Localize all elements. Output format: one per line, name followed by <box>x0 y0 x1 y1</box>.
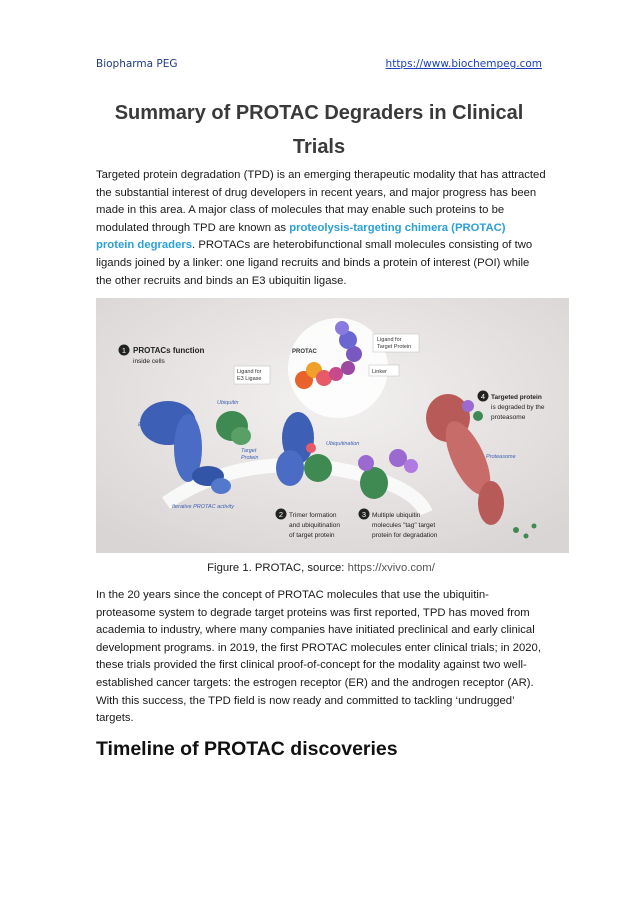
target-protein-sublabel: Protein <box>241 455 259 461</box>
protac-highlight-link[interactable]: proteolysis-targeting chimera (PROTAC) protein degraders <box>96 221 506 252</box>
step4-sublabel: is degraded by the <box>491 404 545 411</box>
intro-text-end: . PROTACs are heterobifunctional small molecules consisting of two ligands joined by a linker: one ligand recruits and binds a protein of interest (POI) while the other recruits and binds an E3 ubiquitin ligase. <box>96 239 533 287</box>
step1-number: 1 <box>121 346 127 355</box>
step3-number: 3 <box>361 510 367 519</box>
step2-number: 2 <box>278 510 284 519</box>
header-brand: Biopharma PEG <box>96 58 178 70</box>
step3-label: Multiple ubiquitin <box>372 512 421 519</box>
step1-label: PROTACs function <box>133 346 205 355</box>
step2-label: Trimer formation <box>289 512 337 519</box>
ligand-target-label: Ligand for <box>377 337 402 343</box>
ubiquitination-label: Ubiquitination <box>326 441 360 447</box>
ubiquitin-label: Ubiquitin <box>217 400 239 406</box>
page-title: Summary of PROTAC Degraders in Clinical Trials <box>114 102 524 158</box>
caption-source-link[interactable]: https://xvivo.com/ <box>347 562 435 574</box>
iterative-activity-label: Iterative PROTAC activity <box>172 504 234 510</box>
section-heading: Timeline of PROTAC discoveries <box>96 738 398 760</box>
step2-sublabel-2: of target protein <box>289 532 335 539</box>
page-header <box>96 58 542 74</box>
e3-ligase-label: E3 Ligase <box>138 422 163 428</box>
protac-illustration <box>96 298 569 553</box>
intro-paragraph <box>96 167 546 290</box>
step2-sublabel: and ubiquitination <box>289 522 340 529</box>
intro-text-start: Targeted protein degradation (TPD) is an emerging therapeutic modality that has attracted the substantial interest of drug developers in recent years, and major progress has been made in this area. A major class of molecules that may enable such proteins to be modulated through TPD are known as <box>96 169 546 234</box>
step3-sublabel: molecules "tag" target <box>372 522 436 529</box>
ligand-e3-label: Ligand for <box>237 369 262 375</box>
protac-figure <box>96 298 569 553</box>
header-url-link[interactable]: https://www.biochempeg.com <box>385 58 542 70</box>
body-paragraph: In the 20 years since the concept of PROTAC molecules that use the ubiquitin-proteasome system to degrade target proteins was first reported, TPD has moved from academia to industry, where many companies have initiated preclinical and early clinical development programs. in 2019, the first PROTAC molecules enter clinical trials; in 2020, these trials provided the first clinical proof-of-concept for the modality against two well-established cancer targets: the estrogen receptor (ER) and the androgen receptor (AR). With this success, the TPD field is now ready and committed to tackling ‘undrugged’ targets. <box>96 589 541 725</box>
step4-sublabel-2: proteasome <box>491 414 526 421</box>
target-protein-label: Target <box>241 448 257 454</box>
proteasome-label: Proteasome <box>486 454 516 460</box>
step1-sublabel: inside cells <box>133 358 165 365</box>
ligand-target-sublabel: Target Protein <box>377 344 412 350</box>
protac-label: PROTAC <box>292 349 317 355</box>
figure-caption <box>96 562 546 574</box>
ligand-e3-sublabel: E3 Ligase <box>237 376 262 382</box>
step4-label: Targeted protein <box>491 394 542 401</box>
step3-sublabel-2: protein for degradation <box>372 532 438 539</box>
step4-number: 4 <box>480 392 486 401</box>
linker-label: Linker <box>372 369 387 375</box>
caption-text: Figure 1. PROTAC, source: <box>207 562 348 574</box>
